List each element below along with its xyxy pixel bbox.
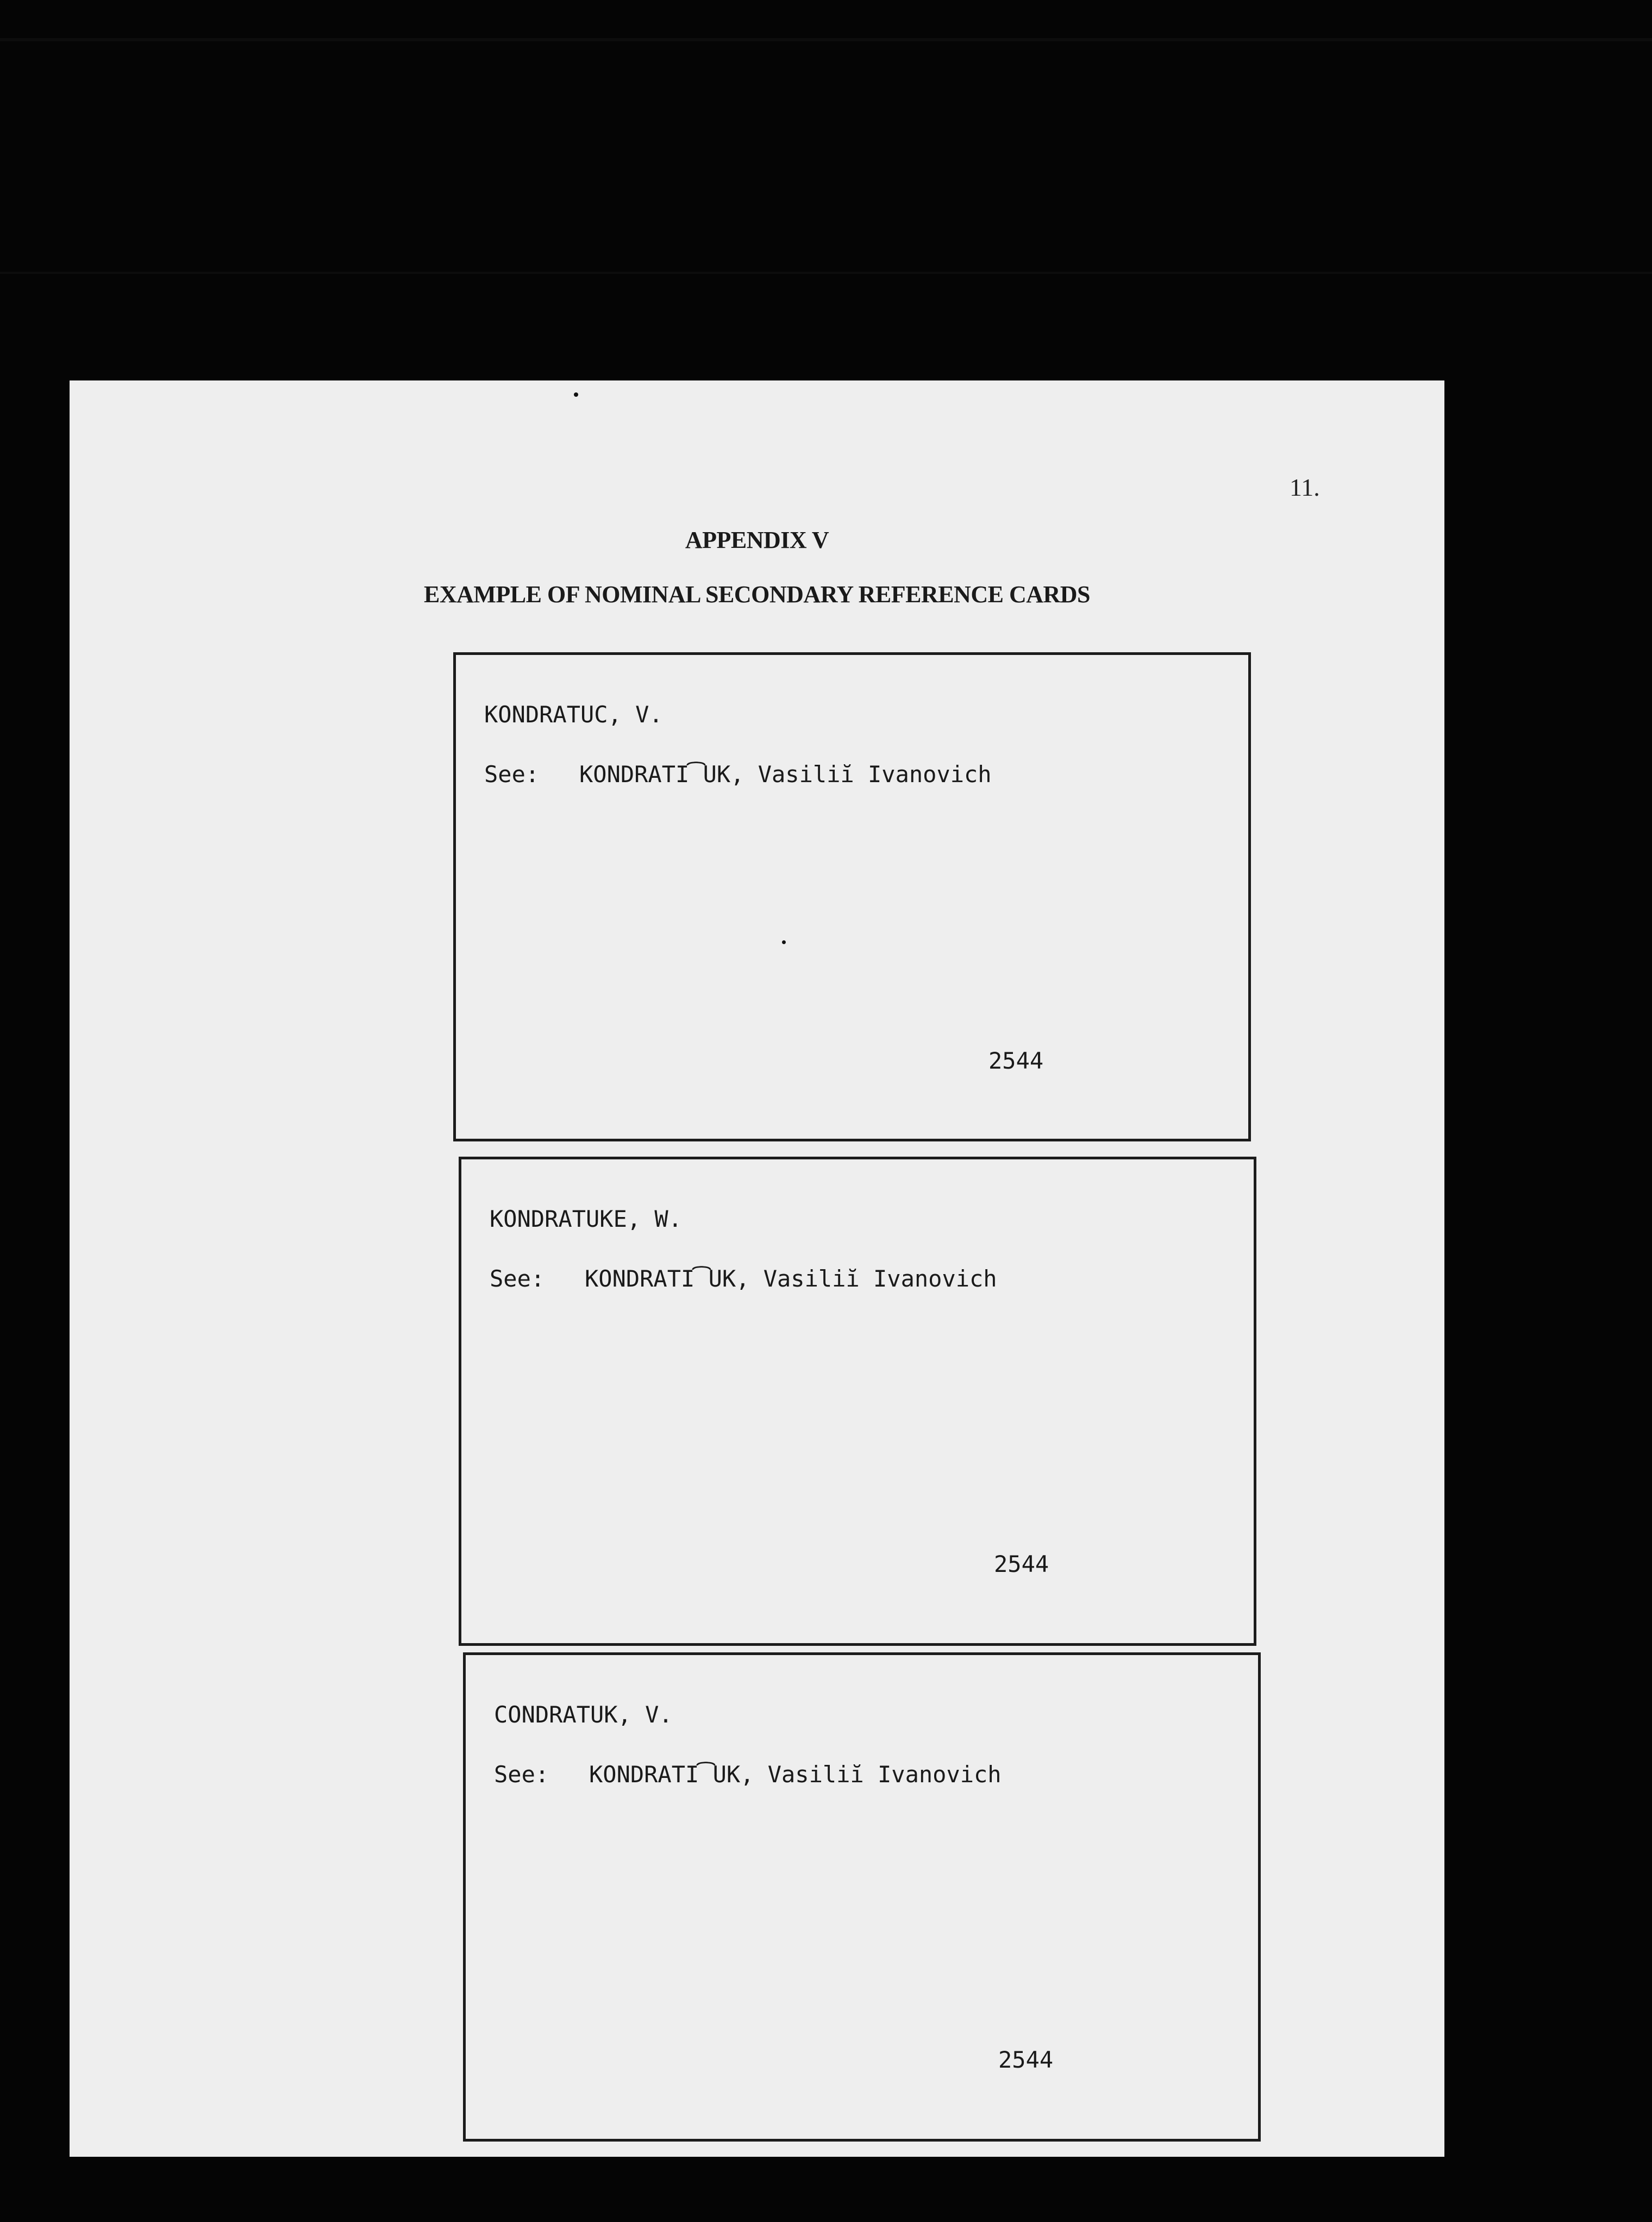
document-page bbox=[70, 380, 1444, 2157]
scan-artifact-line bbox=[0, 38, 1652, 41]
scan-artifact-line bbox=[0, 272, 1652, 274]
see-label: See: bbox=[494, 1761, 549, 1788]
see-target: KONDRATI͡UK, Vasiliĭ Ivanovich bbox=[579, 761, 992, 788]
reference-card bbox=[453, 652, 1251, 1141]
reference-card bbox=[463, 1652, 1261, 2142]
page-title: APPENDIX V bbox=[685, 527, 829, 553]
see-target: KONDRATI͡UK, Vasiliĭ Ivanovich bbox=[589, 1761, 1002, 1788]
dust-speck bbox=[782, 940, 786, 944]
see-label: See: bbox=[484, 761, 540, 788]
card-see-line bbox=[484, 761, 992, 788]
card-reference-number: 2544 bbox=[994, 1551, 1049, 1577]
page-number: 11. bbox=[1290, 473, 1320, 501]
card-see-line bbox=[490, 1265, 997, 1292]
card-entry-name: KONDRATUC, V. bbox=[484, 701, 663, 728]
card-reference-number: 2544 bbox=[998, 2046, 1054, 2073]
card-reference-number: 2544 bbox=[988, 1047, 1044, 1074]
card-entry-name: CONDRATUK, V. bbox=[494, 1701, 673, 1728]
card-entry-name: KONDRATUKE, W. bbox=[490, 1206, 683, 1232]
reference-card bbox=[459, 1157, 1256, 1646]
dust-speck bbox=[574, 392, 578, 397]
see-target: KONDRATI͡UK, Vasiliĭ Ivanovich bbox=[585, 1265, 997, 1292]
card-see-line bbox=[494, 1761, 1002, 1788]
page-subtitle: EXAMPLE OF NOMINAL SECONDARY REFERENCE CARDS bbox=[423, 581, 1091, 608]
see-label: See: bbox=[490, 1265, 545, 1292]
